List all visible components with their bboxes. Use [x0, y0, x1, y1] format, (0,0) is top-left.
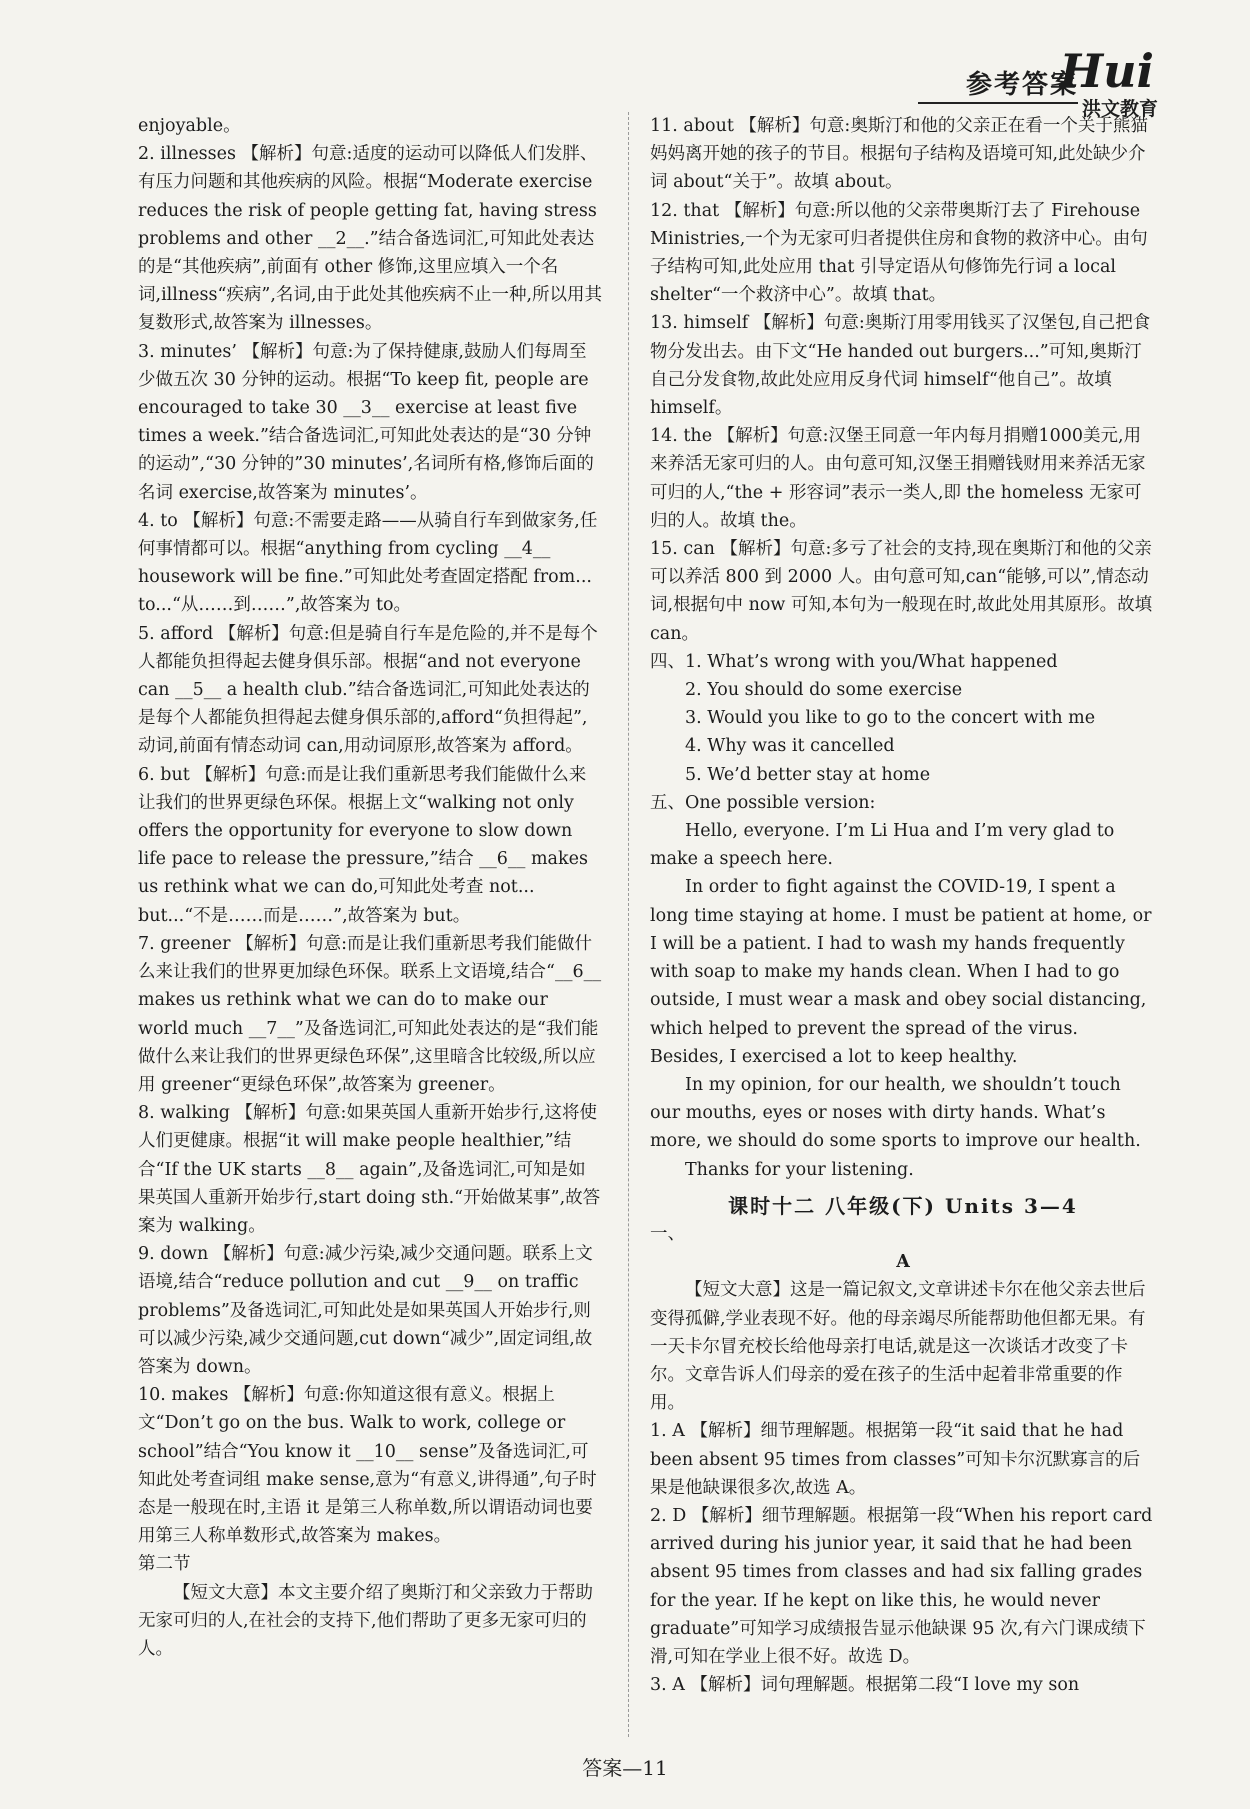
essay-paragraph: Hello, everyone. I’m Li Hua and I’m very glad to make a speech here.: [650, 821, 1115, 870]
sentence-answer-5: 5. We’d better stay at home: [685, 764, 931, 785]
answer-line: enjoyable。: [138, 116, 241, 136]
sentence-answer-2: 2. You should do some exercise: [685, 680, 963, 701]
answer-item-3: 3. minutes’ 【解析】句意:为了保持健康,鼓励人们每周至少做五次 30 分钟的运动。根据“To keep fit, people are encouraged to take 30 __3__ exercise at least five times a week.”结合备选词汇,可知此处表达的是“30 分钟的运动”,“30 分钟的”30 minutes’,名词所有格,修饰后面的名词 exercise,故答案为 minutes’。: [138, 341, 594, 503]
section-heading: 第二节: [138, 1554, 191, 1575]
answer-item-15: 15. can 【解析】句意:多亏了社会的支持,现在奥斯汀和他的父亲可以养活 800 到 2000 人。由句意可知,can“能够,可以”,情态动词,根据句中 now 可知,本句为一般现在时,故此处用其原形。故填 can。: [650, 539, 1153, 644]
passage-summary: 【短文大意】本文主要介绍了奥斯汀和父亲致力于帮助无家可归的人,在社会的支持下,他们帮助了更多无家可归的人。: [138, 1582, 593, 1659]
header-rule: [918, 102, 1078, 104]
column-divider: [628, 112, 629, 1737]
answer-item-2: 2. illnesses 【解析】句意:适度的运动可以降低人们发胖、有压力问题和其他疾病的风险。根据“Moderate exercise reduces the risk of people getting fat, having stress problems and other __2__.”结合备选词汇,可知此处表达的是“其他疾病”,前面有 other 修饰,这里应填入一个名词,illness“疾病”,名词,由于此处其他疾病不止一种,所以用其复数形式,故答案为 illnesses。: [138, 144, 603, 334]
answer-item-9: 9. down 【解析】句意:减少污染,减少交通问题。联系上文语境,结合“reduce pollution and cut __9__ on traffic problems”及备选词汇,可知此处是如果英国人开始步行,则可以减少污染,减少交通问题,cut down“减少”,固定词组,故答案为 down。: [138, 1244, 593, 1377]
answer-item-8: 8. walking 【解析】句意:如果英国人重新开始步行,这将使人们更健康。根据“it will make people healthier,”结合“If the UK starts __8__ again”,及备选词汇,可知是如果英国人重新开始步行,start doing sth.“开始做某事”,故答案为 walking。: [138, 1103, 601, 1236]
essay-paragraph: In my opinion, for our health, we shouldn’t touch our mouths, eyes or noses with dirty hands. What’s more, we should do some sports to improve our health.: [650, 1074, 1141, 1152]
answer-item-14: 14. the 【解析】句意:汉堡王同意一年内每月捐赠1000美元,用来养活无家可归的人。由句意可知,汉堡王捐赠钱财用来养活无家可归的人,“the + 形容词”表示一类人,即 the homeless 无家可归的人。故填 the。: [650, 426, 1146, 531]
brand-logo: Hui: [1059, 44, 1154, 98]
writing-heading: 五、One possible version:: [650, 792, 876, 813]
answer-item-a1: 1. A 【解析】细节理解题。根据第一段“it said that he had been absent 95 times from classes”可知卡尔沉默寡言的后果是他缺课很多次,故选 A。: [650, 1421, 1141, 1498]
header-title: 参考答案: [965, 70, 1078, 100]
answer-item-10: 10. makes 【解析】句意:你知道这很有意义。根据上文“Don’t go on the bus. Walk to work, college or school”结合“You know it __10__ sense”及备选词汇,可知此处考查词组 make sense,意为“有意义,讲得通”,句子时态是一般现在时,主语 it 是第三人称单数,所以谓语动词也要用第三人称单数形式,故答案为 makes。: [138, 1385, 597, 1547]
left-column: [138, 112, 603, 1663]
answer-item-5: 5. afford 【解析】句意:但是骑自行车是危险的,并不是每个人都能负担得起去健身俱乐部。根据“and not everyone can __5__ a health club.”结合备选词汇,可知此处表达的是每个人都能负担得起去健身俱乐部的,afford“负担得起”,动词,前面有情态动词 can,用动词原形,故答案为 afford。: [138, 623, 598, 757]
lesson-title: 课时十二 八年级(下) Units 3—4: [728, 1193, 1078, 1218]
answer-item-13: 13. himself 【解析】句意:奥斯汀用零用钱买了汉堡包,自己把食物分发出去。由下文“He handed out burgers...”可知,奥斯汀自己分发食物,故此处应用反身代词 himself“他自己”。故填 himself。: [650, 313, 1151, 419]
part-label: 一、: [650, 1223, 685, 1244]
header-brand: 洪文教育: [1081, 98, 1158, 120]
answer-item-a2: 2. D 【解析】细节理解题。根据第一段“When his report card arrived during his junior year, it said that he had been absent 95 times from classes and had six falling grades for the year. If he kept on like this, he would never graduate”可知学习成绩报告显示他缺课 95 次,有六门课成绩下滑,可知在学业上很不好。故选 D。: [650, 1505, 1153, 1667]
sentence-answer-1: 四、1. What’s wrong with you/What happened: [650, 651, 1058, 672]
answer-item-4: 4. to 【解析】句意:不需要走路——从骑自行车到做家务,任何事情都可以。根据“anything from cycling __4__ housework will be fine.”可知此处考查固定搭配 from... to...“从……到……”,故答案为 to。: [138, 510, 598, 616]
answer-item-a3: 3. A 【解析】词句理解题。根据第二段“I love my son: [650, 1675, 1080, 1696]
answer-item-7: 7. greener 【解析】句意:而是让我们重新思考我们能做什么来让我们的世界更加绿色环保。联系上文语境,结合“__6__ makes us rethink what we can do to make our world much __7__”及备选词汇,可知此处表达的是“我们能做什么来让我们的世界更绿色环保”,这里暗含比较级,所以应用 greener“更绿色环保”,故答案为 greener。: [138, 933, 602, 1095]
passage-summary: 【短文大意】这是一篇记叙文,文章讲述卡尔在他父亲去世后变得孤僻,学业表现不好。他的母亲竭尽所能帮助他但都无果。有一天卡尔冒充校长给他母亲打电话,就是这一次谈话才改变了卡尔。文章告诉人们母亲的爱在孩子的生活中起着非常重要的作用。: [650, 1280, 1146, 1414]
essay-paragraph: In order to fight against the COVID-19, I spent a long time staying at home. I must be patient at home, or I will be a patient. I had to wash my hands frequently with soap to make my hands clean. When I had to go outside, I must wear a mask and obey social distancing, which helped to prevent the spread of the virus. Besides, I exercised a lot to keep healthy.: [650, 877, 1152, 1067]
passage-label: A: [896, 1252, 910, 1273]
answer-item-11: 11. about 【解析】句意:奥斯汀和他的父亲正在看一个关于熊猫妈妈离开她的孩子的节目。根据句子结构及语境可知,此处缺少介词 about“关于”。故填 about。: [650, 116, 1148, 193]
answer-item-6: 6. but 【解析】句意:而是让我们重新思考我们能做什么来让我们的世界更绿色环保。根据上文“walking not only offers the opportunity for everyone to slow down life pace to release the pressure,”结合 __6__ makes us rethink what we can do,可知此处考查 not... but...“不是……而是……”,故答案为 but。: [138, 764, 588, 926]
sentence-answer-4: 4. Why was it cancelled: [685, 736, 895, 757]
answer-item-12: 12. that 【解析】句意:所以他的父亲带奥斯汀去了 Firehouse Ministries,一个为无家可归者提供住房和食物的救济中心。由句子结构可知,此处应用 that 引导定语从句修饰先行词 a local shelter“一个救济中心”。故填 that。: [650, 200, 1148, 306]
page-number: 答案—11: [582, 1756, 668, 1780]
right-column: [650, 112, 1156, 1699]
essay-paragraph: Thanks for your listening.: [685, 1159, 914, 1180]
sentence-answer-3: 3. Would you like to go to the concert with me: [685, 708, 1096, 729]
page-header: [842, 44, 1162, 120]
